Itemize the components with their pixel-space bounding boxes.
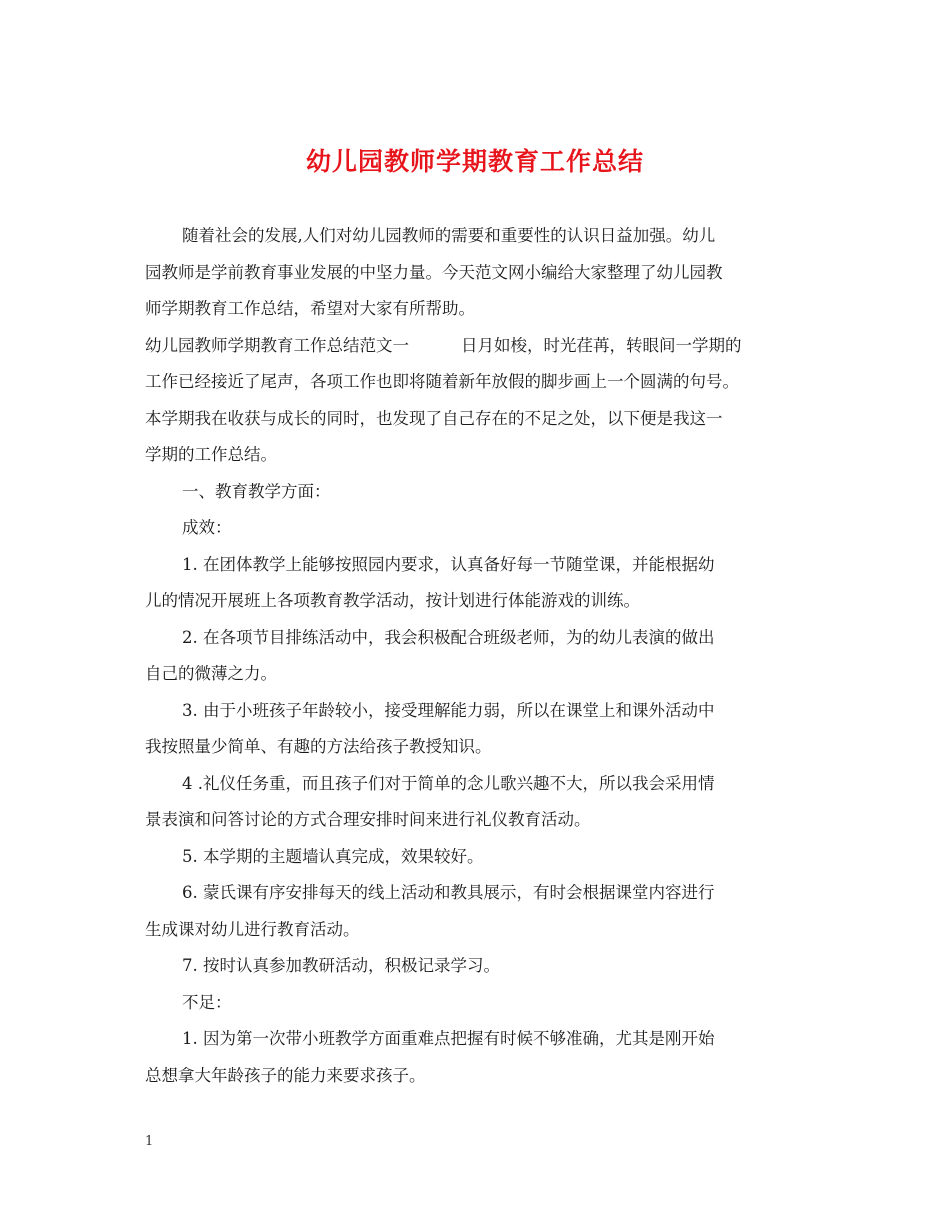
list-item: 7. 按时认真参加教研活动，积极记录学习。 xyxy=(182,956,500,975)
list-item-continuation: 我按照量少简单、有趣的方法给孩子教授知识。 xyxy=(145,737,492,756)
document-title: 幼儿园教师学期教育工作总结 xyxy=(305,147,644,176)
subsection-heading: 成效： xyxy=(182,518,232,537)
list-item-continuation: 生成课对幼儿进行教育活动。 xyxy=(145,919,360,939)
list-item: 1. 因为第一次带小班教学方面重难点把握有时候不够准确，尤其是刚开始 xyxy=(182,1029,715,1048)
paragraph-line: 工作已经接近了尾声，各项工作也即将随着新年放假的脚步画上一个圆满的句号。 xyxy=(145,372,739,391)
document-body xyxy=(145,218,815,1094)
paragraph-line: 园教师是学前教育事业发展的中坚力量。今天范文网小编给大家整理了幼儿园教 xyxy=(145,262,723,282)
list-item: 2. 在各项节目排练活动中，我会积极配合班级老师，为的幼儿表演的做出 xyxy=(182,627,715,647)
list-item-continuation: 儿的情况开展班上各项教育教学活动，按计划进行体能游戏的训练。 xyxy=(145,591,640,610)
paragraph-line: 随着社会的发展,人们对幼儿园教师的需要和重要性的认识日益加强。幼儿 xyxy=(182,226,716,245)
section-heading: 一、教育教学方面： xyxy=(182,481,331,501)
paragraph-line: 本学期我在收获与成长的同时，也发现了自己存在的不足之处，以下便是我这一 xyxy=(145,408,723,428)
list-item-continuation: 总想拿大年龄孩子的能力来要求孩子。 xyxy=(145,1065,426,1085)
list-item: 4 .礼仪任务重，而且孩子们对于简单的念儿歌兴趣不大，所以我会采用情 xyxy=(182,773,715,793)
paragraph-text: 日月如梭，时光荏苒，转眼间一学期的 xyxy=(461,335,742,355)
list-item: 1. 在团体教学上能够按照园内要求，认真备好每一节随堂课，并能根据幼 xyxy=(182,554,715,574)
list-item: 5. 本学期的主题墙认真完成，效果较好。 xyxy=(182,846,484,866)
paragraph-line: 师学期教育工作总结，希望对大家有所帮助。 xyxy=(145,299,475,318)
list-item: 3. 由于小班孩子年龄较小，接受理解能力弱，所以在课堂上和课外活动中 xyxy=(182,700,715,720)
paragraph-line xyxy=(145,328,815,365)
paragraph-line: 学期的工作总结。 xyxy=(145,445,277,464)
subsection-heading: 不足： xyxy=(182,992,232,1012)
section-heading: 幼儿园教师学期教育工作总结范文一 xyxy=(145,335,409,355)
list-item-continuation: 自己的微薄之力。 xyxy=(145,664,277,683)
page-number: 1 xyxy=(145,1134,154,1149)
list-item-continuation: 景表演和问答讨论的方式合理安排时间来进行礼仪教育活动。 xyxy=(145,810,591,829)
list-item: 6. 蒙氏课有序安排每天的线上活动和教具展示，有时会根据课堂内容进行 xyxy=(182,883,715,902)
